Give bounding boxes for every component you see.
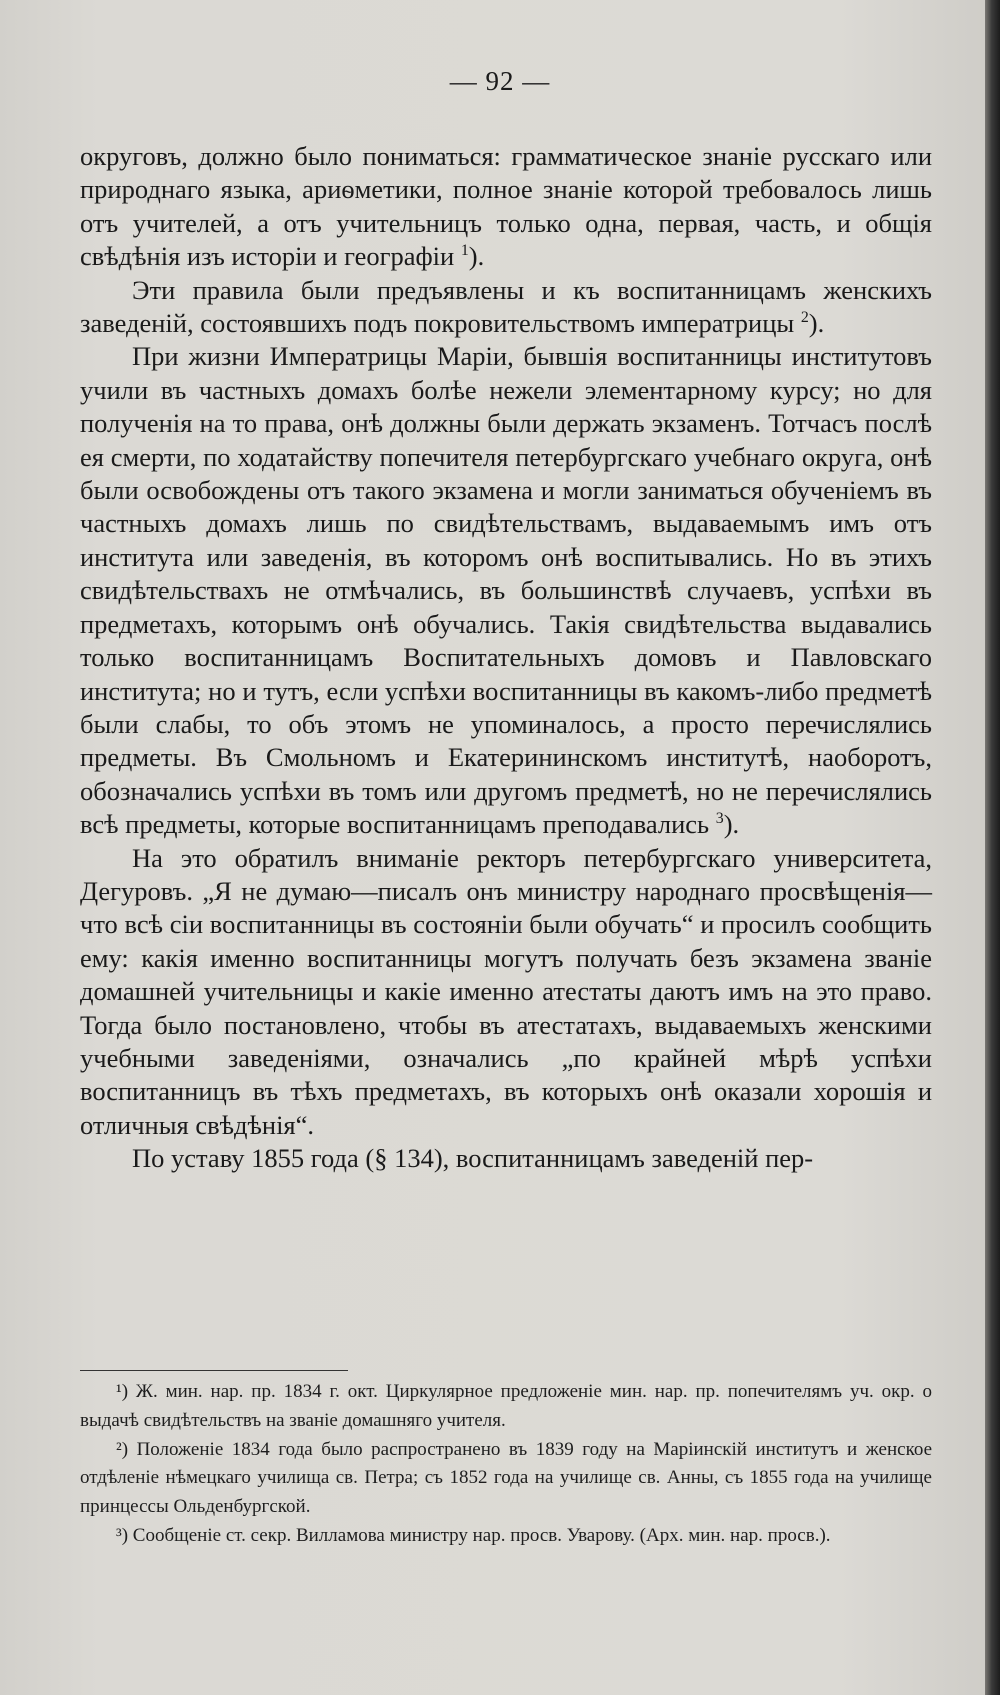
main-text xyxy=(80,140,932,1176)
footnote-text: Положеніе 1834 года было распространено въ 1839 году на Маріинскій институтъ и женское отдѣленіе нѣмецкаго училища св. Петра; съ 1852 года на училище св. Анны, съ 1855 года на училище принцессы Ольденбургской. xyxy=(80,1438,933,1518)
paragraph: округовъ, должно было пониматься: грамматическое знаніе русскаго или природнаго языка, ариѳметики, полное знаніе которой требовалось лишь отъ учителей, а отъ учительницъ только одна, первая, часть, и общія свѣдѣнія изъ исторіи и географіи $^1$). xyxy=(80,141,932,272)
paragraph-end: . xyxy=(732,809,740,840)
paragraph-text: округовъ, должно было пониматься: грамматическое знаніе русскаго или природнаго языка, ариѳметики, полное знаніе которой требовалось лишь отъ учителей, а отъ учительницъ только одна, первая, часть, и общія свѣдѣнія изъ исторіи и географіи xyxy=(80,141,932,272)
footnote-text: Сообщеніе ст. секр. Вилламова министру нар. просв. Уварову. (Арх. мин. нар. просв.). xyxy=(132,1524,831,1546)
paragraph-text: На это обратилъ вниманіе ректоръ петербургскаго университета, Дегуровъ. „Я не думаю—писалъ онъ министру народнаго просвѣщенія—что всѣ сіи воспитанницы въ состояніи были обучать“ и просилъ сообщить ему: какія именно воспитанницы могутъ получать безъ экзамена званіе домашней учительницы и какіе именно атестаты даютъ имъ на это право. Тогда было постановлено, чтобы въ атестатахъ, выдаваемыхъ женскими учебными заведеніями, означались „по крайней мѣрѣ успѣхи воспитанницъ въ тѣхъ предметахъ, въ которыхъ онѣ оказали хорошія и отличныя свѣдѣнія“. xyxy=(80,842,932,1140)
paragraph-text: По уставу 1855 года (§ 134), воспитанницамъ заведеній пер- xyxy=(132,1143,814,1174)
paragraph xyxy=(80,842,932,1143)
footnote xyxy=(80,1436,932,1522)
footnote-ref: 1 xyxy=(460,242,469,260)
paragraph-text: Эти правила были предъявлены и къ воспитанницамъ женскихъ заведеній, состоявшихъ подъ покровительствомъ императрицы xyxy=(80,274,932,339)
page-number: — 92 — xyxy=(449,66,551,96)
footnote-ref: 2 xyxy=(800,309,809,327)
footnote-divider xyxy=(80,1370,348,1371)
paragraph-text: При жизни Императрицы Маріи, бывшія воспитанницы институтовъ учили въ частныхъ домахъ болѣе нежели элементарному курсу; но для полученія на то права, онѣ должны были держать экзаменъ. Тотчасъ послѣ ея смерти, по ходатайству попечителя петербургскаго учебнаго округа, онѣ были освобождены отъ такого экзамена и могли заниматься обученіемъ въ частныхъ домахъ лишь по свидѣтельствамъ, выдаваемымъ имъ отъ института или заведенія, въ которомъ онѣ воспитывались. Но въ этихъ свидѣтельствахъ не отмѣчались, въ большинствѣ случаевъ, успѣхи въ предметахъ, которымъ онѣ обучались. Такія свидѣтельства выдавались только воспитанницамъ Воспитательныхъ домовъ и Павловскаго института; но и тутъ, если успѣхи воспитанницы въ какомъ-либо предметѣ были слабы, то объ этомъ не упоминалось, а просто перечислялись предметы. Въ Смольномъ и Екатерининскомъ институтѣ, наоборотъ, обозначались успѣхи въ томъ или другомъ предметѣ, но не перечислялись всѣ предметы, которые воспитанницамъ преподавались xyxy=(80,341,932,840)
footnote-text: Ж. мин. нар. пр. 1834 г. окт. Циркулярное предложеніе мин. нар. пр. попечителямъ уч. окр. о выдачѣ свидѣтельствъ на званіе домашняго учителя. xyxy=(80,1381,933,1431)
footnote xyxy=(80,1378,932,1436)
paragraph-end: . xyxy=(817,308,825,339)
paragraph: Эти правила были предъявлены и къ воспитанницамъ женскихъ заведеній, состоявшихъ подъ покровительствомъ императрицы $^2$). xyxy=(80,274,932,339)
paragraph xyxy=(80,1142,932,1175)
book-spine-shadow xyxy=(985,0,1000,1695)
footnote-ref: 3 xyxy=(715,810,724,828)
paragraph: При жизни Императрицы Маріи, бывшія воспитанницы институтовъ учили въ частныхъ домахъ болѣе нежели элементарному курсу; но для полученія на то права, онѣ должны были держать экзаменъ. Тотчасъ послѣ ея смерти, по ходатайству попечителя петербургскаго учебнаго округа, онѣ были освобождены отъ такого экзамена и могли заниматься обученіемъ въ частныхъ домахъ лишь по свидѣтельствамъ, выдаваемымъ имъ отъ института или заведенія, въ которомъ онѣ воспитывались. Но въ этихъ свидѣтельствахъ не отмѣчались, въ большинствѣ случаевъ, успѣхи въ предметахъ, которымъ онѣ обучались. Такія свидѣтельства выдавались только воспитанницамъ Воспитательныхъ домовъ и Павловскаго института; но и тутъ, если успѣхи воспитанницы въ какомъ-либо предметѣ были слабы, то объ этомъ не упоминалось, а просто перечислялись предметы. Въ Смольномъ и Екатерининскомъ институтѣ, наоборотъ, обозначались успѣхи въ томъ или другомъ предметѣ, но не перечислялись всѣ предметы, которые воспитанницамъ преподавались $^3$). xyxy=(80,341,932,840)
footnote-mark: ²) xyxy=(116,1438,129,1460)
footnote-mark: ³) xyxy=(116,1524,129,1546)
paragraph-end: . xyxy=(477,241,485,272)
footnote-mark: ¹) xyxy=(116,1381,129,1402)
footnote xyxy=(80,1522,932,1551)
footnotes xyxy=(80,1378,932,1551)
